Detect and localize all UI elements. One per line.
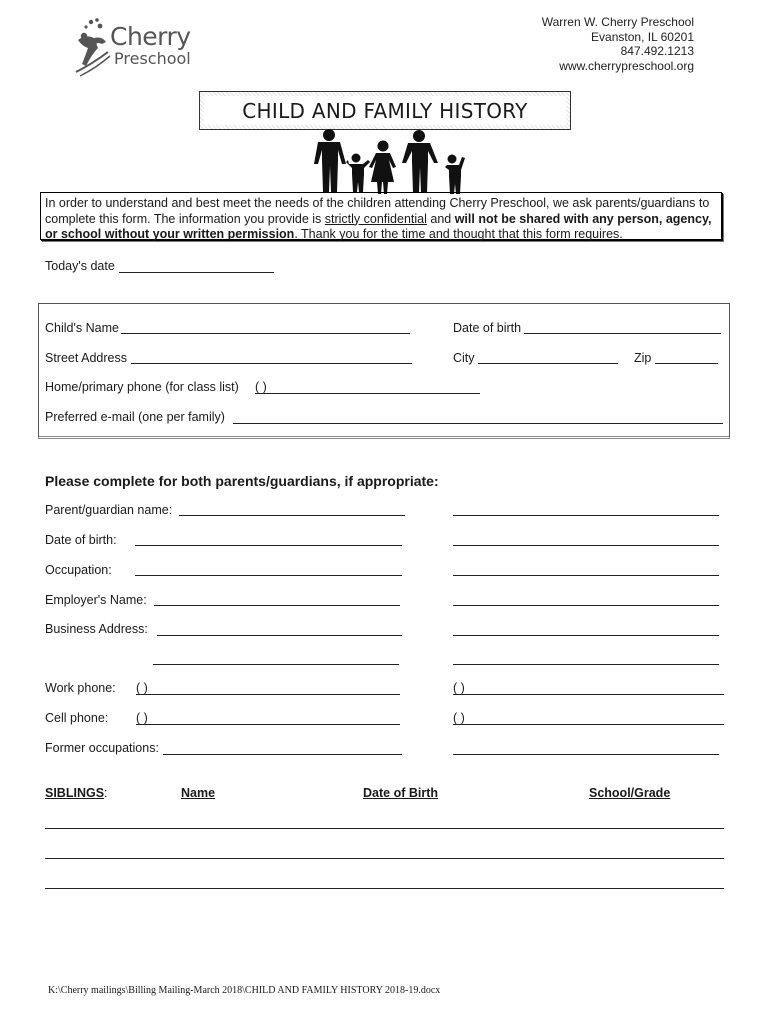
parent-name-label: Parent/guardian name: — [45, 503, 173, 517]
parent1-dob-field[interactable] — [135, 545, 402, 546]
parent1-name-field[interactable] — [179, 515, 405, 516]
parents-heading: Please complete for both parents/guardians, if appropriate: — [45, 473, 439, 489]
parent2-business-field[interactable] — [453, 635, 719, 636]
child-name-label: Child's Name — [45, 321, 119, 335]
page-title: CHILD AND FAMILY HISTORY — [242, 99, 528, 123]
parent1-cell-phone-field[interactable] — [136, 724, 400, 725]
parent1-work-phone-field[interactable] — [136, 694, 400, 695]
parent2-occupation-field[interactable] — [453, 575, 719, 576]
logo-subtitle: Preschool — [114, 49, 191, 68]
business-address-label: Business Address: — [45, 622, 148, 636]
parent2-work-phone-field[interactable] — [453, 694, 724, 695]
sibling-row-field[interactable] — [45, 858, 724, 859]
zip-label: Zip — [634, 351, 652, 365]
work-phone-label: Work phone: — [45, 681, 116, 695]
school-address — [542, 15, 694, 73]
sibling-row-field[interactable] — [45, 828, 724, 829]
family-silhouette-icon — [306, 128, 466, 194]
siblings-label: SIBLINGS — [45, 786, 105, 800]
siblings-col-name: Name — [181, 786, 216, 800]
home-phone-areacode: ( ) — [255, 380, 267, 394]
home-phone-field[interactable] — [255, 393, 480, 394]
parent-dob-label: Date of birth: — [45, 533, 117, 547]
address-line: www.cherrypreschool.org — [559, 58, 694, 73]
parent2-cell-areacode: ( ) — [453, 711, 465, 725]
child-dob-field[interactable] — [524, 333, 721, 334]
parent1-business-field-2[interactable] — [153, 664, 399, 665]
sibling-row-field[interactable] — [45, 888, 724, 889]
employer-label: Employer's Name: — [45, 593, 147, 607]
siblings-colon: : — [104, 786, 108, 800]
street-address-field[interactable] — [131, 363, 412, 364]
email-label: Preferred e-mail (one per family) — [45, 410, 225, 424]
parent2-cell-phone-field[interactable] — [453, 724, 724, 725]
parent1-former-field[interactable] — [163, 754, 402, 755]
intro-text: In order to understand and best meet the needs of the children attending Cherry Preschool, we ask parents/guardians to complete this form. The information you provide is — [45, 196, 710, 226]
zip-field[interactable] — [655, 363, 718, 364]
parent2-business-field-2[interactable] — [453, 664, 719, 665]
parent2-former-field[interactable] — [453, 754, 719, 755]
home-phone-label: Home/primary phone (for class list) — [45, 380, 239, 394]
parent1-occupation-field[interactable] — [135, 575, 402, 576]
parent2-dob-field[interactable] — [453, 545, 719, 546]
logo-name: Cherry — [110, 22, 191, 51]
cell-phone-label: Cell phone: — [45, 711, 109, 725]
occupation-label: Occupation: — [45, 563, 112, 577]
confidential-text: strictly confidential — [324, 211, 427, 226]
intro-text: and — [426, 211, 455, 226]
siblings-col-school: School/Grade — [589, 786, 671, 800]
child-name-field[interactable] — [121, 333, 410, 334]
email-field[interactable] — [233, 423, 723, 424]
file-path-footer: K:\Cherry mailings\Billing Mailing-March 2018\CHILD AND FAMILY HISTORY 2018-19.docx — [48, 985, 441, 996]
child-dob-label: Date of birth — [453, 321, 522, 335]
siblings-col-dob: Date of Birth — [363, 786, 438, 800]
parent1-work-areacode: ( ) — [136, 681, 148, 695]
parent2-work-areacode: ( ) — [453, 681, 465, 695]
parent2-employer-field[interactable] — [453, 605, 719, 606]
city-label: City — [453, 351, 475, 365]
parent1-cell-areacode: ( ) — [136, 711, 148, 725]
todays-date-label: Today's date — [45, 259, 115, 273]
intro-bold-text: will not be shared with any person, agency, or school without your written permission — [45, 211, 712, 241]
todays-date-field[interactable] — [119, 272, 274, 273]
siblings-heading — [45, 786, 108, 800]
parent1-business-field[interactable] — [157, 635, 402, 636]
street-address-label: Street Address — [45, 351, 127, 365]
city-field[interactable] — [478, 363, 618, 364]
parent1-employer-field[interactable] — [154, 605, 400, 606]
address-line: 847.492.1213 — [620, 44, 694, 58]
parent2-name-field[interactable] — [453, 515, 719, 516]
address-line: Warren W. Cherry Preschool — [541, 15, 694, 29]
intro-notice — [40, 192, 722, 240]
intro-text: . Thank you for the time and thought that this form requires. — [294, 227, 623, 241]
address-line: Evanston, IL 60201 — [591, 29, 694, 44]
former-occupations-label: Former occupations: — [45, 741, 159, 755]
